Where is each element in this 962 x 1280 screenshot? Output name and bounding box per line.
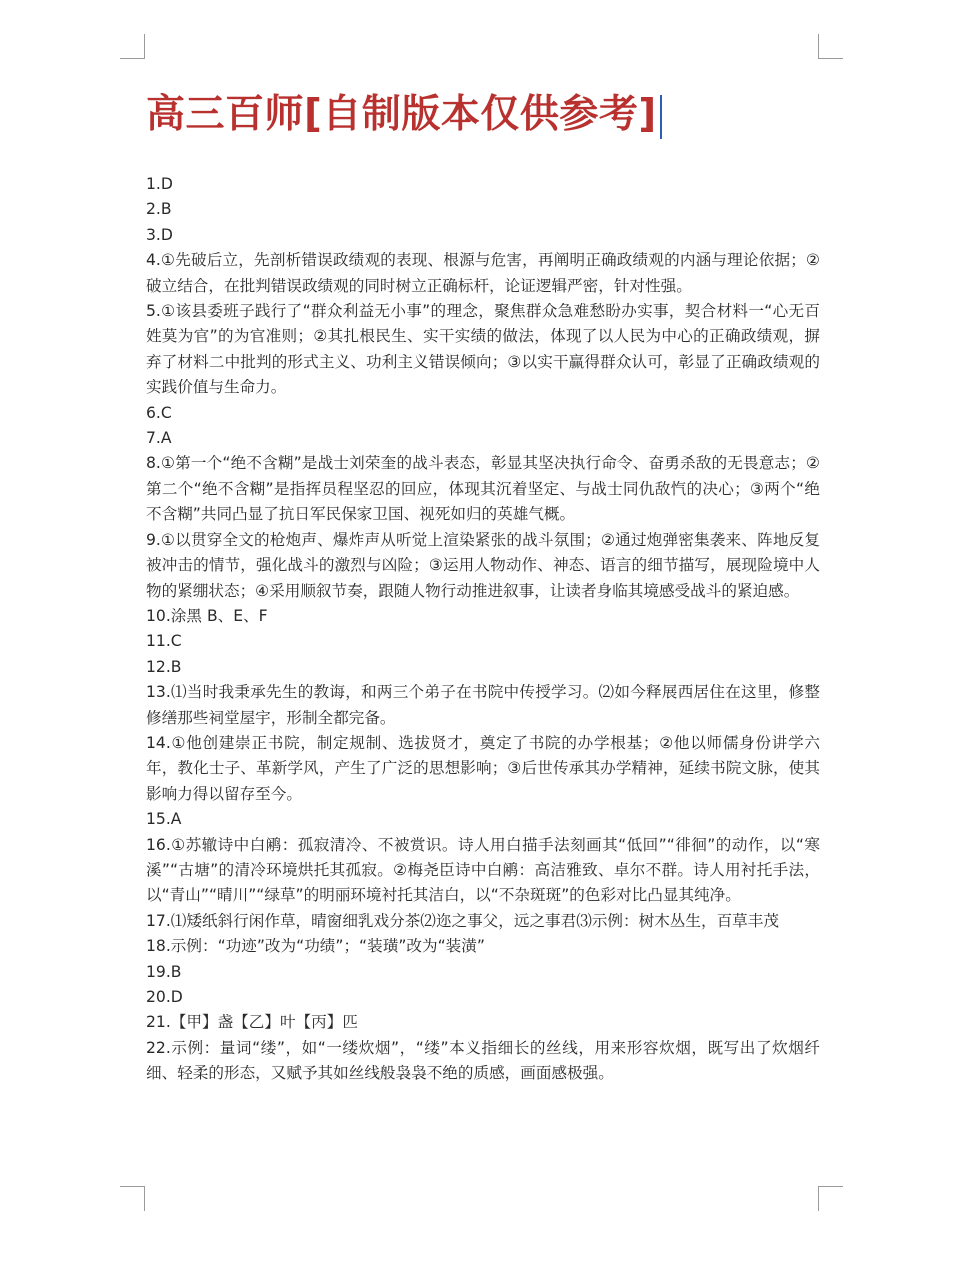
answer-item: 18.示例：“功迹”改为“功绩”；“装璜”改为“装潢” <box>146 937 485 956</box>
answer-item: 16.①苏辙诗中白鹇：孤寂清冷、不被赏识。诗人用白描手法刻画其“低回”“徘徊”的动作，以“寒溪”“古塘”的清冷环境烘托其孤寂。②梅尧臣诗中白鹇：高洁雅致、卓尔不群。诗人用衬托手法，以“青山”“晴川”“绿草”的明丽环境衬托其洁白，以“不杂斑斑”的色彩对比凸显其纯净。 <box>146 835 820 905</box>
answer-item: 11.C <box>146 632 182 651</box>
page-title: 高三百师[自制版本仅供参考] <box>146 92 657 137</box>
answer-item: 22.示例：量词“缕”，如“一缕炊烟”，“缕”本义指细长的丝线，用来形容炊烟，既写出了炊烟纤细、轻柔的形态，又赋予其如丝线般袅袅不绝的质感，画面感极强。 <box>146 1038 820 1083</box>
page-corner-mark-bottom-right <box>818 1186 843 1211</box>
answer-item: 19.B <box>146 962 182 981</box>
page-corner-mark-top-left <box>120 34 145 59</box>
answer-item: 9.①以贯穿全文的枪炮声、爆炸声从听觉上渲染紧张的战斗氛围；②通过炮弹密集袭来、阵地反复被冲击的情节，强化战斗的激烈与凶险；③运用人物动作、神态、语言的细节描写，展现险境中人物的紧绷状态；④采用顺叙节奏，跟随人物行动推进叙事，让读者身临其境感受战斗的紧迫感。 <box>146 530 820 600</box>
answer-item: 2.B <box>146 200 172 219</box>
answer-item: 12.B <box>146 657 182 676</box>
answer-item: 5.①该县委班子践行了“群众利益无小事”的理念，聚焦群众急难愁盼办实事，契合材料一“心无百姓莫为官”的为官准则；②其扎根民生、实干实绩的做法，体现了以人民为中心的正确政绩观，摒弃了材料二中批判的形式主义、功利主义错误倾向；③以实干赢得群众认可，彰显了正确政绩观的实践价值与生命力。 <box>146 302 820 397</box>
page-corner-mark-top-right <box>818 34 843 59</box>
answer-item: 6.C <box>146 403 172 422</box>
answer-item: 10.涂黑 B、E、F <box>146 606 268 625</box>
answer-item: 1.D <box>146 175 173 193</box>
page-corner-mark-bottom-left <box>120 1186 145 1211</box>
answer-item: 7.A <box>146 429 172 448</box>
document-title-line[interactable] <box>146 88 662 142</box>
answer-item: 4.①先破后立，先剖析错误政绩观的表现、根源与危害，再阐明正确政绩观的内涵与理论依据；②破立结合，在批判错误政绩观的同时树立正确标杆，论证逻辑严密，针对性强。 <box>146 251 820 295</box>
answer-item: 17.⑴矮纸斜行闲作草，晴窗细乳戏分茶⑵迩之事父，远之事君⑶示例：树木丛生，百草丰茂 <box>146 911 779 930</box>
answer-item: 8.①第一个“绝不含糊”是战士刘荣奎的战斗表态，彰显其坚决执行命令、奋勇杀敌的无畏意志；②第二个“绝不含糊”是指挥员程坚忍的回应，体现其沉着坚定、与战士同仇敌忾的决心；③两个“绝不含糊”共同凸显了抗日军民保家卫国、视死如归的英雄气概。 <box>146 454 820 524</box>
answer-list <box>146 172 820 1087</box>
answer-item: 21.【甲】盏【乙】叶【丙】匹 <box>146 1013 358 1032</box>
answer-item: 14.①他创建崇正书院，制定规制、选拔贤才，奠定了书院的办学根基；②他以师儒身份讲学六年，教化士子、革新学风，产生了广泛的思想影响；③后世传承其办学精神，延续书院文脉，使其影响力得以留存至今。 <box>146 733 820 803</box>
answer-item: 13.⑴当时我秉承先生的教诲，和两三个弟子在书院中传授学习。⑵如今释展西居住在这里，修整修缮那些祠堂屋宇，形制全都完备。 <box>146 683 820 727</box>
answer-item: 20.D <box>146 988 183 1006</box>
text-cursor <box>660 95 662 139</box>
answer-item: 3.D <box>146 225 173 244</box>
answer-item: 15.A <box>146 810 182 829</box>
